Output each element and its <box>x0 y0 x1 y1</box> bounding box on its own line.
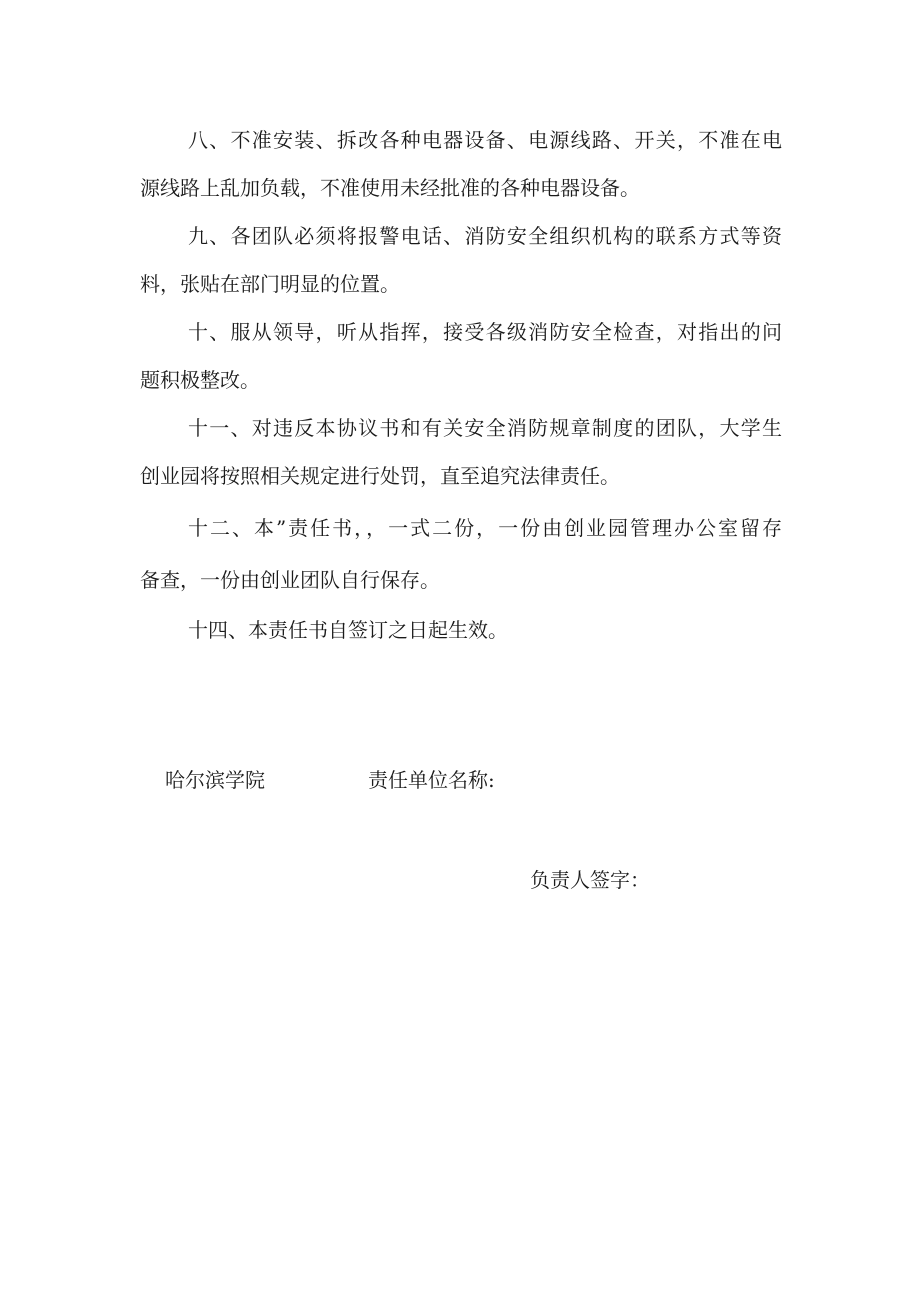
clause-8-line-2: 源线路上乱加负载，不准使用未经批准的各种电器设备。 <box>140 176 640 200</box>
party-b-label: 责任单位名称: <box>368 768 495 792</box>
signer-label: 负责人签字： <box>530 868 650 892</box>
clause-8-line-1: 八、不准安装、拆改各种电器设备、电源线路、开关，不准在电 <box>188 128 782 152</box>
clause-10-line-1: 十、服从领导，听从指挥，接受各级消防安全检查，对指出的问 <box>188 320 782 344</box>
clause-12-line-1: 十二、本”责任书，，一式二份，一份由创业园管理办公室留存 <box>188 516 782 540</box>
clause-9-line-2: 料，张贴在部门明显的位置。 <box>140 272 400 296</box>
clause-14-line-1: 十四、本责任书自签订之日起生效。 <box>188 618 508 642</box>
clause-11-line-1: 十一、对违反本协议书和有关安全消防规章制度的团队，大学生 <box>188 416 782 440</box>
clause-12-line-2: 备查，一份由创业团队自行保存。 <box>140 568 440 592</box>
party-a-name: 哈尔滨学院 <box>165 768 265 792</box>
clause-11-line-2: 创业园将按照相关规定进行处罚，直至追究法律责任。 <box>140 464 620 488</box>
clause-9-line-1: 九、各团队必须将报警电话、消防安全组织机构的联系方式等资 <box>188 224 782 248</box>
clause-10-line-2: 题积极整改。 <box>140 368 260 392</box>
